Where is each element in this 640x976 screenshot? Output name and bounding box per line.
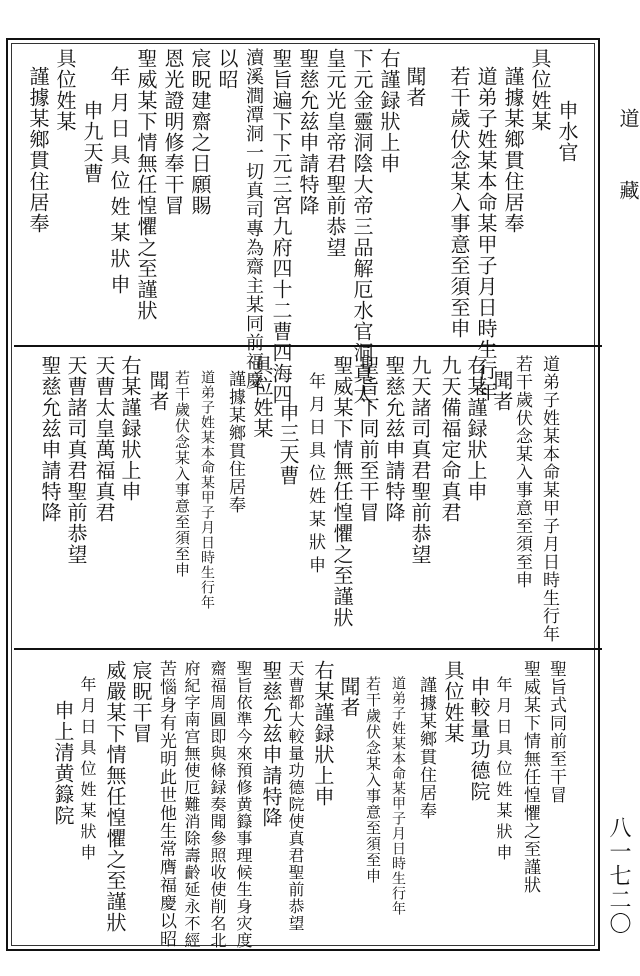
text-column: 九天諸司真君聖前恭望 [408,355,432,565]
text-column: 年月日具位姓某狀申 [107,66,131,300]
text-column: 具位姓某 [441,660,465,744]
text-column: 聞者 [337,676,361,718]
text-column: 以昭 [215,48,239,90]
text-column: 宸眖干冒 [129,660,153,744]
text-column: 天曹諸司真君聖前恭望 [64,355,88,565]
text-column: 聖慈允兹申請特降 [382,355,406,523]
text-column: 皇元光皇帝君聖前恭望 [323,48,347,258]
text-column: 九天備福定命真君 [438,355,462,523]
text-column: 謹據某鄉貫住居奉 [225,370,245,514]
text-column: 齋福周圓即與條録奏聞參照收使削名北 [208,660,227,949]
text-column: 恩光證明修奉干冒 [161,48,185,216]
text-column: 聖威某下情無任惶懼之至謹狀 [330,355,354,628]
text-column: 年月日具位姓某狀申 [305,372,325,579]
text-column: 申較量功德院 [467,676,491,802]
text-column: 聖威某下情無任惶懼之至謹狀 [134,48,158,321]
text-column: 聖慈允兹申請特降 [38,355,62,523]
text-column: 右某謹録狀上申 [311,660,335,807]
panel-divider-1 [14,345,602,347]
text-column: 天曹都大較量功德院使真君聖前恭望 [286,660,305,932]
text-column: 謹據某鄉貫住居奉 [26,66,50,234]
panel-divider-2 [14,648,602,650]
text-column: 具位姓某 [528,48,552,132]
page-number: 八一七二〇 [606,816,631,936]
book-title-dao: 道 [616,108,640,128]
text-column: 聖旨依準今來預修黄籙事理候生身灾度 [234,660,253,949]
text-column: 道弟子姓某本命某甲子月日時生行年 [199,370,215,610]
book-title-zang: 藏 [616,180,640,200]
text-column: 宸眖建齋之日願賜 [188,48,212,216]
text-column: 府紀字南宫無使厄難消除壽齡延永不經 [182,660,201,949]
text-column: 聖旨下同前至干冒 [356,355,380,523]
text-column: 聞者 [490,370,514,412]
text-column: 聖慈允兹申請特降 [259,660,283,828]
text-column: 道弟子姓某本命某甲子月日時生行年 [539,355,559,643]
text-column: 聖旨式同前至干冒 [546,660,566,804]
text-column: 右某謹録狀上申 [118,355,142,502]
text-column: 具位姓某 [250,355,274,439]
text-column: 申三天曹 [276,402,300,486]
text-column: 申水官 [555,100,579,163]
text-column: 道弟子姓某本命某甲子月日時生行年 [390,676,406,916]
text-column: 若干歲伏念某入事意至須至申 [512,355,532,589]
text-column: 道弟子姓某本命某甲子月日時生行年 [474,66,498,402]
text-column: 右謹録狀上申 [377,48,401,174]
text-column: 申上清黄籙院 [51,700,75,826]
text-column: 若干歲伏念某入事意至須至申 [173,370,191,578]
text-column: 謹據某鄉貫住居奉 [501,66,525,234]
text-column: 年月日具位姓某狀申 [78,676,97,865]
text-column: 苦惱身有光明此世他生常膺福慶以昭 [156,660,176,948]
text-column: 聞者 [146,370,170,412]
text-column: 具位姓某 [53,48,77,132]
text-column: 聖威某下情無任惶懼之至謹狀 [520,660,540,894]
text-column: 年月日具位姓某狀申 [494,676,513,865]
text-column: 威嚴某下情無任惶懼之至謹狀 [103,660,127,933]
text-column: 聖慈允兹申請特降 [296,48,320,216]
text-column: 若干歲伏念某入事意至須至申 [447,66,471,339]
text-column: 天曹太皇萬福真君 [92,355,116,523]
text-column: 聖旨遍下下元三宮九府四十二曹四海四 [269,48,293,405]
text-column: 右某謹録狀上申 [464,355,488,502]
text-column: 下元金靈洞陰大帝三品解厄水官洞真太 [350,48,374,405]
text-column: 謹據某鄉貫住居奉 [416,676,436,820]
text-column: 瀆溪澗潭洞一切真司專為齋主某同前福慶 [243,48,264,390]
text-column: 申九天曹 [80,100,104,184]
text-column: 若干歲伏念某入事意至須至申 [364,676,382,884]
text-column: 聞者 [403,66,427,108]
